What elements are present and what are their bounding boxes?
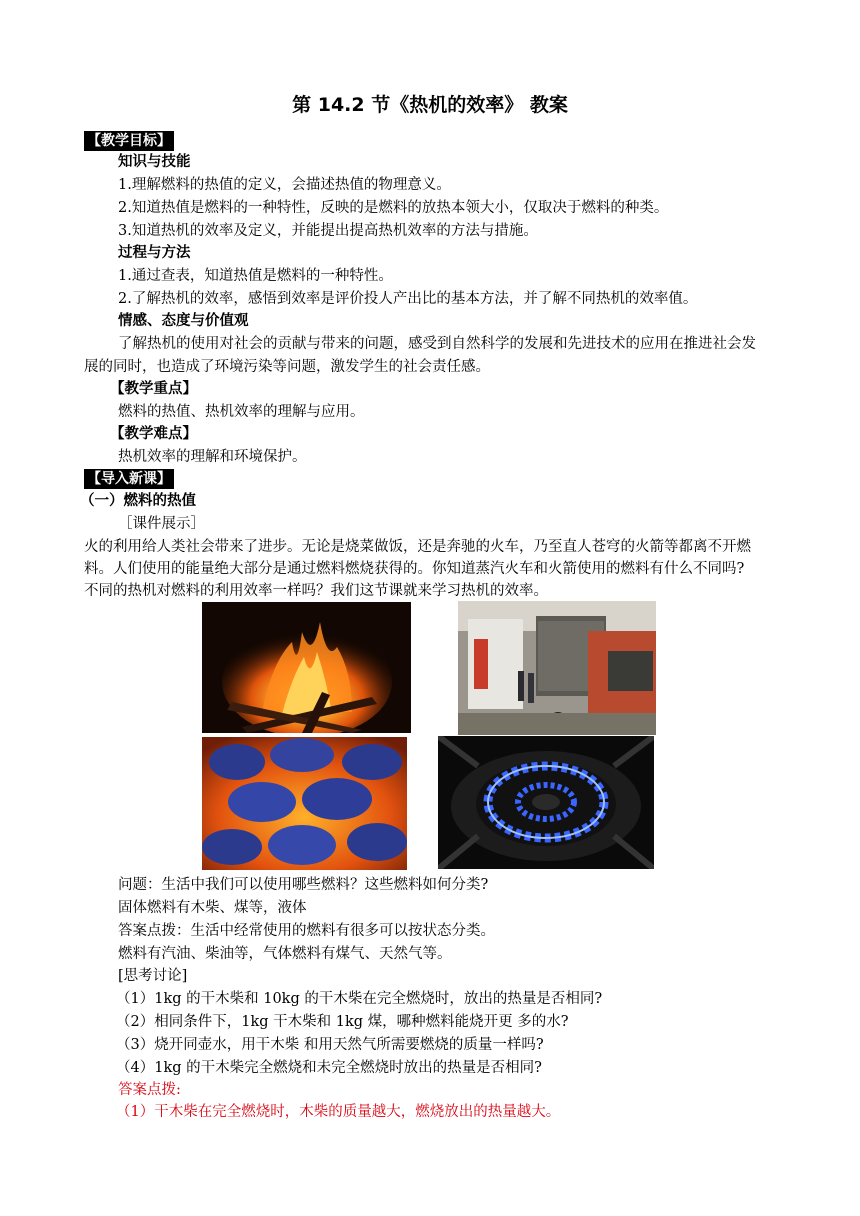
emotion-heading: 情感、态度与价值观: [118, 313, 249, 329]
intro-paragraph-line2: 料。人们使用的能量绝大部分是通过燃料燃烧获得的。你知道蒸汽火车和火箭使用的燃料有什么不同吗?: [84, 561, 745, 577]
section-tag-goals: 【教学目标】: [84, 131, 174, 151]
answer-hint-text: 答案点拨：生活中经常使用的燃料有很多可以按状态分类。: [118, 923, 495, 939]
knowledge-item: 3.知道热机的效率及定义，并能提出提高热机效率的方法与措施。: [118, 223, 538, 239]
gas-stove-flame-image: [438, 736, 654, 869]
discussion-heading: [思考讨论]: [118, 968, 188, 984]
discussion-item: （3）烧开同壶水，用干木柴 和用天然气所需要燃烧的质量一样吗?: [116, 1037, 544, 1053]
courseware-label: ［课件展示］: [118, 516, 205, 532]
process-heading: 过程与方法: [118, 245, 191, 261]
difficult-points-heading: 【教学难点】: [110, 426, 197, 442]
section-tag-intro: 【导入新课】: [84, 469, 174, 489]
process-item: 1.通过查表，知道热值是燃料的一种特性。: [118, 268, 393, 284]
subsection-heading: （一）燃料的热值: [80, 493, 196, 509]
knowledge-heading: 知识与技能: [118, 154, 191, 170]
key-points-heading: 【教学重点】: [110, 381, 197, 397]
knowledge-item: 1.理解燃料的热值的定义，会描述热值的物理意义。: [118, 177, 451, 193]
liquid-gas-fuel-text: 燃料有汽油、柴油等，气体燃料有煤气、天然气等。: [118, 946, 452, 962]
emotion-text-line1: 了解热机的使用对社会的贡献与带来的问题，感受到自然科学的发展和先进技术的应用在推进社会发: [118, 336, 756, 352]
discussion-item: （4）1kg 的干木柴完全燃烧和未完全燃烧时放出的热量是否相同?: [116, 1060, 542, 1076]
intro-paragraph-line1: 火的利用给人类社会带来了进步。无论是烧菜做饭，还是奔驰的火车，乃至直人苍穹的火箭等都离不开燃: [84, 539, 751, 555]
truck-fuel-station-image: [458, 601, 656, 735]
burning-coal-image: [202, 737, 407, 870]
difficult-points-text: 热机效率的理解和环境保护。: [118, 449, 307, 465]
answer-item: （1）干木柴在完全燃烧时，木柴的质量越大，燃烧放出的热量越大。: [116, 1104, 561, 1120]
page-title: 第 14.2 节《热机的效率》 教案: [292, 94, 568, 116]
question-text: 问题：生活中我们可以使用哪些燃料？这些燃料如何分类?: [118, 877, 489, 893]
discussion-item: （1）1kg 的干木柴和 10kg 的干木柴在完全燃烧时，放出的热量是否相同?: [116, 991, 603, 1007]
process-item: 2.了解热机的效率，感悟到效率是评价投人产出比的基本方法，并了解不同热机的效率值。: [118, 291, 698, 307]
discussion-item: （2）相同条件下，1kg 干木柴和 1kg 煤，哪种燃料能烧开更 多的水?: [116, 1014, 569, 1030]
solid-fuel-text: 固体燃料有木柴、煤等，液体: [118, 900, 307, 916]
answer-heading: 答案点拨:: [118, 1082, 181, 1098]
key-points-text: 燃料的热值、热机效率的理解与应用。: [118, 404, 365, 420]
campfire-image: [202, 602, 411, 733]
intro-paragraph-line3: 不同的热机对燃料的利用效率一样吗？我们这节课就来学习热机的效率。: [84, 583, 548, 599]
emotion-text-line2: 展的同时，也造成了环境污染等问题，激发学生的社会责任感。: [84, 359, 490, 375]
knowledge-item: 2.知道热值是燃料的一种特性，反映的是燃料的放热本领大小，仅取决于燃料的种类。: [118, 200, 669, 216]
